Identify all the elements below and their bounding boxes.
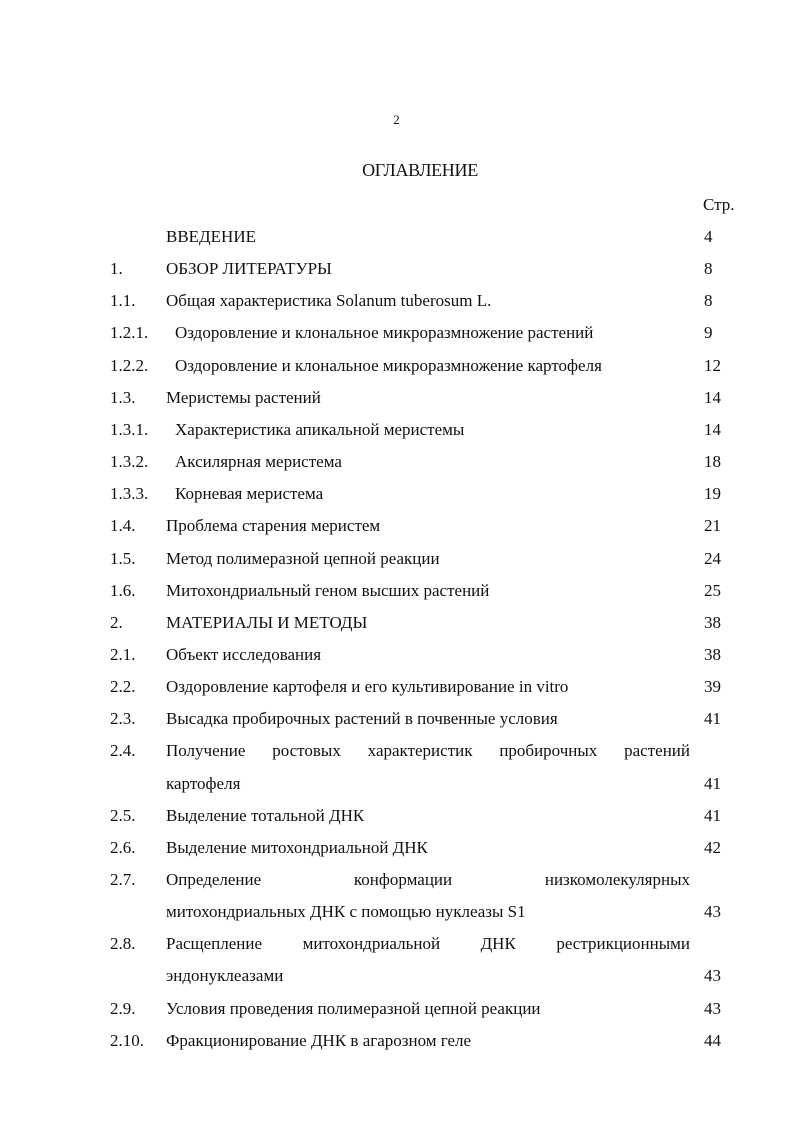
page-column-label: Стр. <box>703 195 735 214</box>
toc-entry-number: 2.1. <box>110 644 136 664</box>
toc-entry-page: 44 <box>704 1030 721 1050</box>
page-title: ОГЛАВЛЕНИЕ <box>362 160 478 180</box>
toc-entry-title: Фракционирование ДНК в агарозном геле <box>166 1030 472 1050</box>
toc-entry-title: Выделение тотальной ДНК <box>166 805 365 825</box>
toc-entry-page: 43 <box>704 966 721 986</box>
toc-entry-title: Оздоровление и клональное микроразмножение растений <box>175 323 594 343</box>
toc-entry-page: 41 <box>704 709 721 729</box>
toc-entry-page: 14 <box>704 387 721 407</box>
toc-entry-number: 2.6. <box>110 837 136 857</box>
page-number: 2 <box>393 112 400 127</box>
toc-entry <box>0 671 793 703</box>
toc-entry <box>0 960 793 992</box>
toc-entry-page: 19 <box>704 484 721 504</box>
toc-entry-page: 18 <box>704 452 721 472</box>
toc-entry-number: 2.4. <box>110 741 136 761</box>
toc-entry-page: 42 <box>704 837 721 857</box>
toc-entry-page: 8 <box>704 291 713 311</box>
toc-entry-title: Объект исследования <box>166 644 322 664</box>
toc-entry <box>0 703 793 735</box>
toc-entry-title: Аксилярная меристема <box>175 452 342 472</box>
toc-entry-title: эндонуклеазами <box>166 966 284 986</box>
toc-entry-number: 1.3.1. <box>110 419 149 439</box>
toc-entry <box>0 285 793 317</box>
toc-entry <box>0 928 793 960</box>
toc-entry-number: 1.1. <box>110 291 136 311</box>
toc-entry-page: 25 <box>704 580 721 600</box>
toc-entry <box>0 510 793 542</box>
toc-entry-page: 8 <box>704 259 713 279</box>
toc-entry-title: Высадка пробирочных растений в почвенные условия <box>166 709 558 729</box>
toc-entry <box>0 607 793 639</box>
toc-entry-number: 1.3.2. <box>110 452 149 472</box>
toc-entry-title: Условия проведения полимеразной цепной реакции <box>166 998 541 1018</box>
toc-entry-number: 2.2. <box>110 677 136 697</box>
toc-entry-number: 1.3. <box>110 387 136 407</box>
toc-entry <box>0 350 793 382</box>
toc-entry-number: 1.5. <box>110 548 136 568</box>
toc-entry-number: 2.10. <box>110 1030 144 1050</box>
toc-entry-page: 24 <box>704 548 721 568</box>
toc-entry <box>0 993 793 1025</box>
toc-entry-title: Выделение митохондриальной ДНК <box>166 837 428 857</box>
toc-entry-title: Расщепление митохондриальной ДНК рестрикционными <box>166 934 690 954</box>
toc-entry-page: 21 <box>704 516 721 536</box>
toc-entry <box>0 221 793 253</box>
toc-entry-number: 1. <box>110 259 123 279</box>
toc-entry-title: Меристемы растений <box>166 387 321 407</box>
toc-entry-title: Оздоровление и клональное микроразмножение картофеля <box>175 355 602 375</box>
toc-entry-title: Получение ростовых характеристик пробирочных растений <box>166 741 690 761</box>
toc-entry-title: МАТЕРИАЛЫ И МЕТОДЫ <box>166 612 368 632</box>
toc-entry-number: 2.8. <box>110 934 136 954</box>
toc-entry-title: Проблема старения меристем <box>166 516 381 536</box>
toc-entry-title: митохондриальных ДНК с помощью нуклеазы S1 <box>166 902 526 922</box>
toc-entry-page: 39 <box>704 677 721 697</box>
toc-entry <box>0 832 793 864</box>
toc-entry-page: 14 <box>704 419 721 439</box>
toc-entry-number: 1.4. <box>110 516 136 536</box>
toc-entry <box>0 446 793 478</box>
toc-entry-number: 1.2.1. <box>110 323 149 343</box>
toc-entry-number: 2. <box>110 612 123 632</box>
toc-entry-number: 1.3.3. <box>110 484 149 504</box>
toc-entry-title: Метод полимеразной цепной реакции <box>166 548 440 568</box>
toc-entry-page: 41 <box>704 773 721 793</box>
toc-entry <box>0 896 793 928</box>
toc-entry-title: Оздоровление картофеля и его культивирование in vitro <box>166 677 569 697</box>
toc-entry-title: Определение конформации низкомолекулярных <box>166 870 690 889</box>
toc-entry-page: 43 <box>704 902 721 922</box>
toc-entry-title: картофеля <box>166 773 241 793</box>
toc-entry-page: 4 <box>704 227 713 246</box>
toc-entry <box>0 575 793 607</box>
toc-entry <box>0 382 793 414</box>
toc-entry-number: 2.5. <box>110 805 136 825</box>
toc-entry-page: 38 <box>704 612 721 632</box>
toc-entry-title: Митохондриальный геном высших растений <box>166 580 490 600</box>
toc-entry <box>0 735 793 767</box>
toc-entry-number: 1.6. <box>110 580 136 600</box>
toc-entry-number: 1.2.2. <box>110 355 149 375</box>
toc-entry-page: 9 <box>704 323 713 343</box>
toc-entry <box>0 478 793 510</box>
toc-entry-page: 41 <box>704 805 721 825</box>
toc-entry-title: ВВЕДЕНИЕ <box>166 227 256 246</box>
toc-entry <box>0 253 793 285</box>
toc-entry <box>0 639 793 671</box>
toc-entry-title: Общая характеристика Solanum tuberosum L. <box>166 291 492 311</box>
toc-entry <box>0 768 793 800</box>
toc-entry-title: ОБЗОР ЛИТЕРАТУРЫ <box>166 259 332 279</box>
toc-entry <box>0 864 793 896</box>
toc-entry-page: 12 <box>704 355 721 375</box>
toc-entry <box>0 317 793 349</box>
toc-entry-title: Характеристика апикальной меристемы <box>175 419 465 439</box>
toc-entry-number: 2.9. <box>110 998 136 1018</box>
toc-entry <box>0 414 793 446</box>
toc-entry-number: 2.3. <box>110 709 136 729</box>
toc-entry-title: Корневая меристема <box>175 484 324 504</box>
toc-entry <box>0 800 793 832</box>
toc-entry <box>0 543 793 575</box>
toc-entry <box>0 1025 793 1057</box>
toc-entry-page: 38 <box>704 644 721 664</box>
toc-entry-number: 2.7. <box>110 870 136 889</box>
toc-entry-page: 43 <box>704 998 721 1018</box>
